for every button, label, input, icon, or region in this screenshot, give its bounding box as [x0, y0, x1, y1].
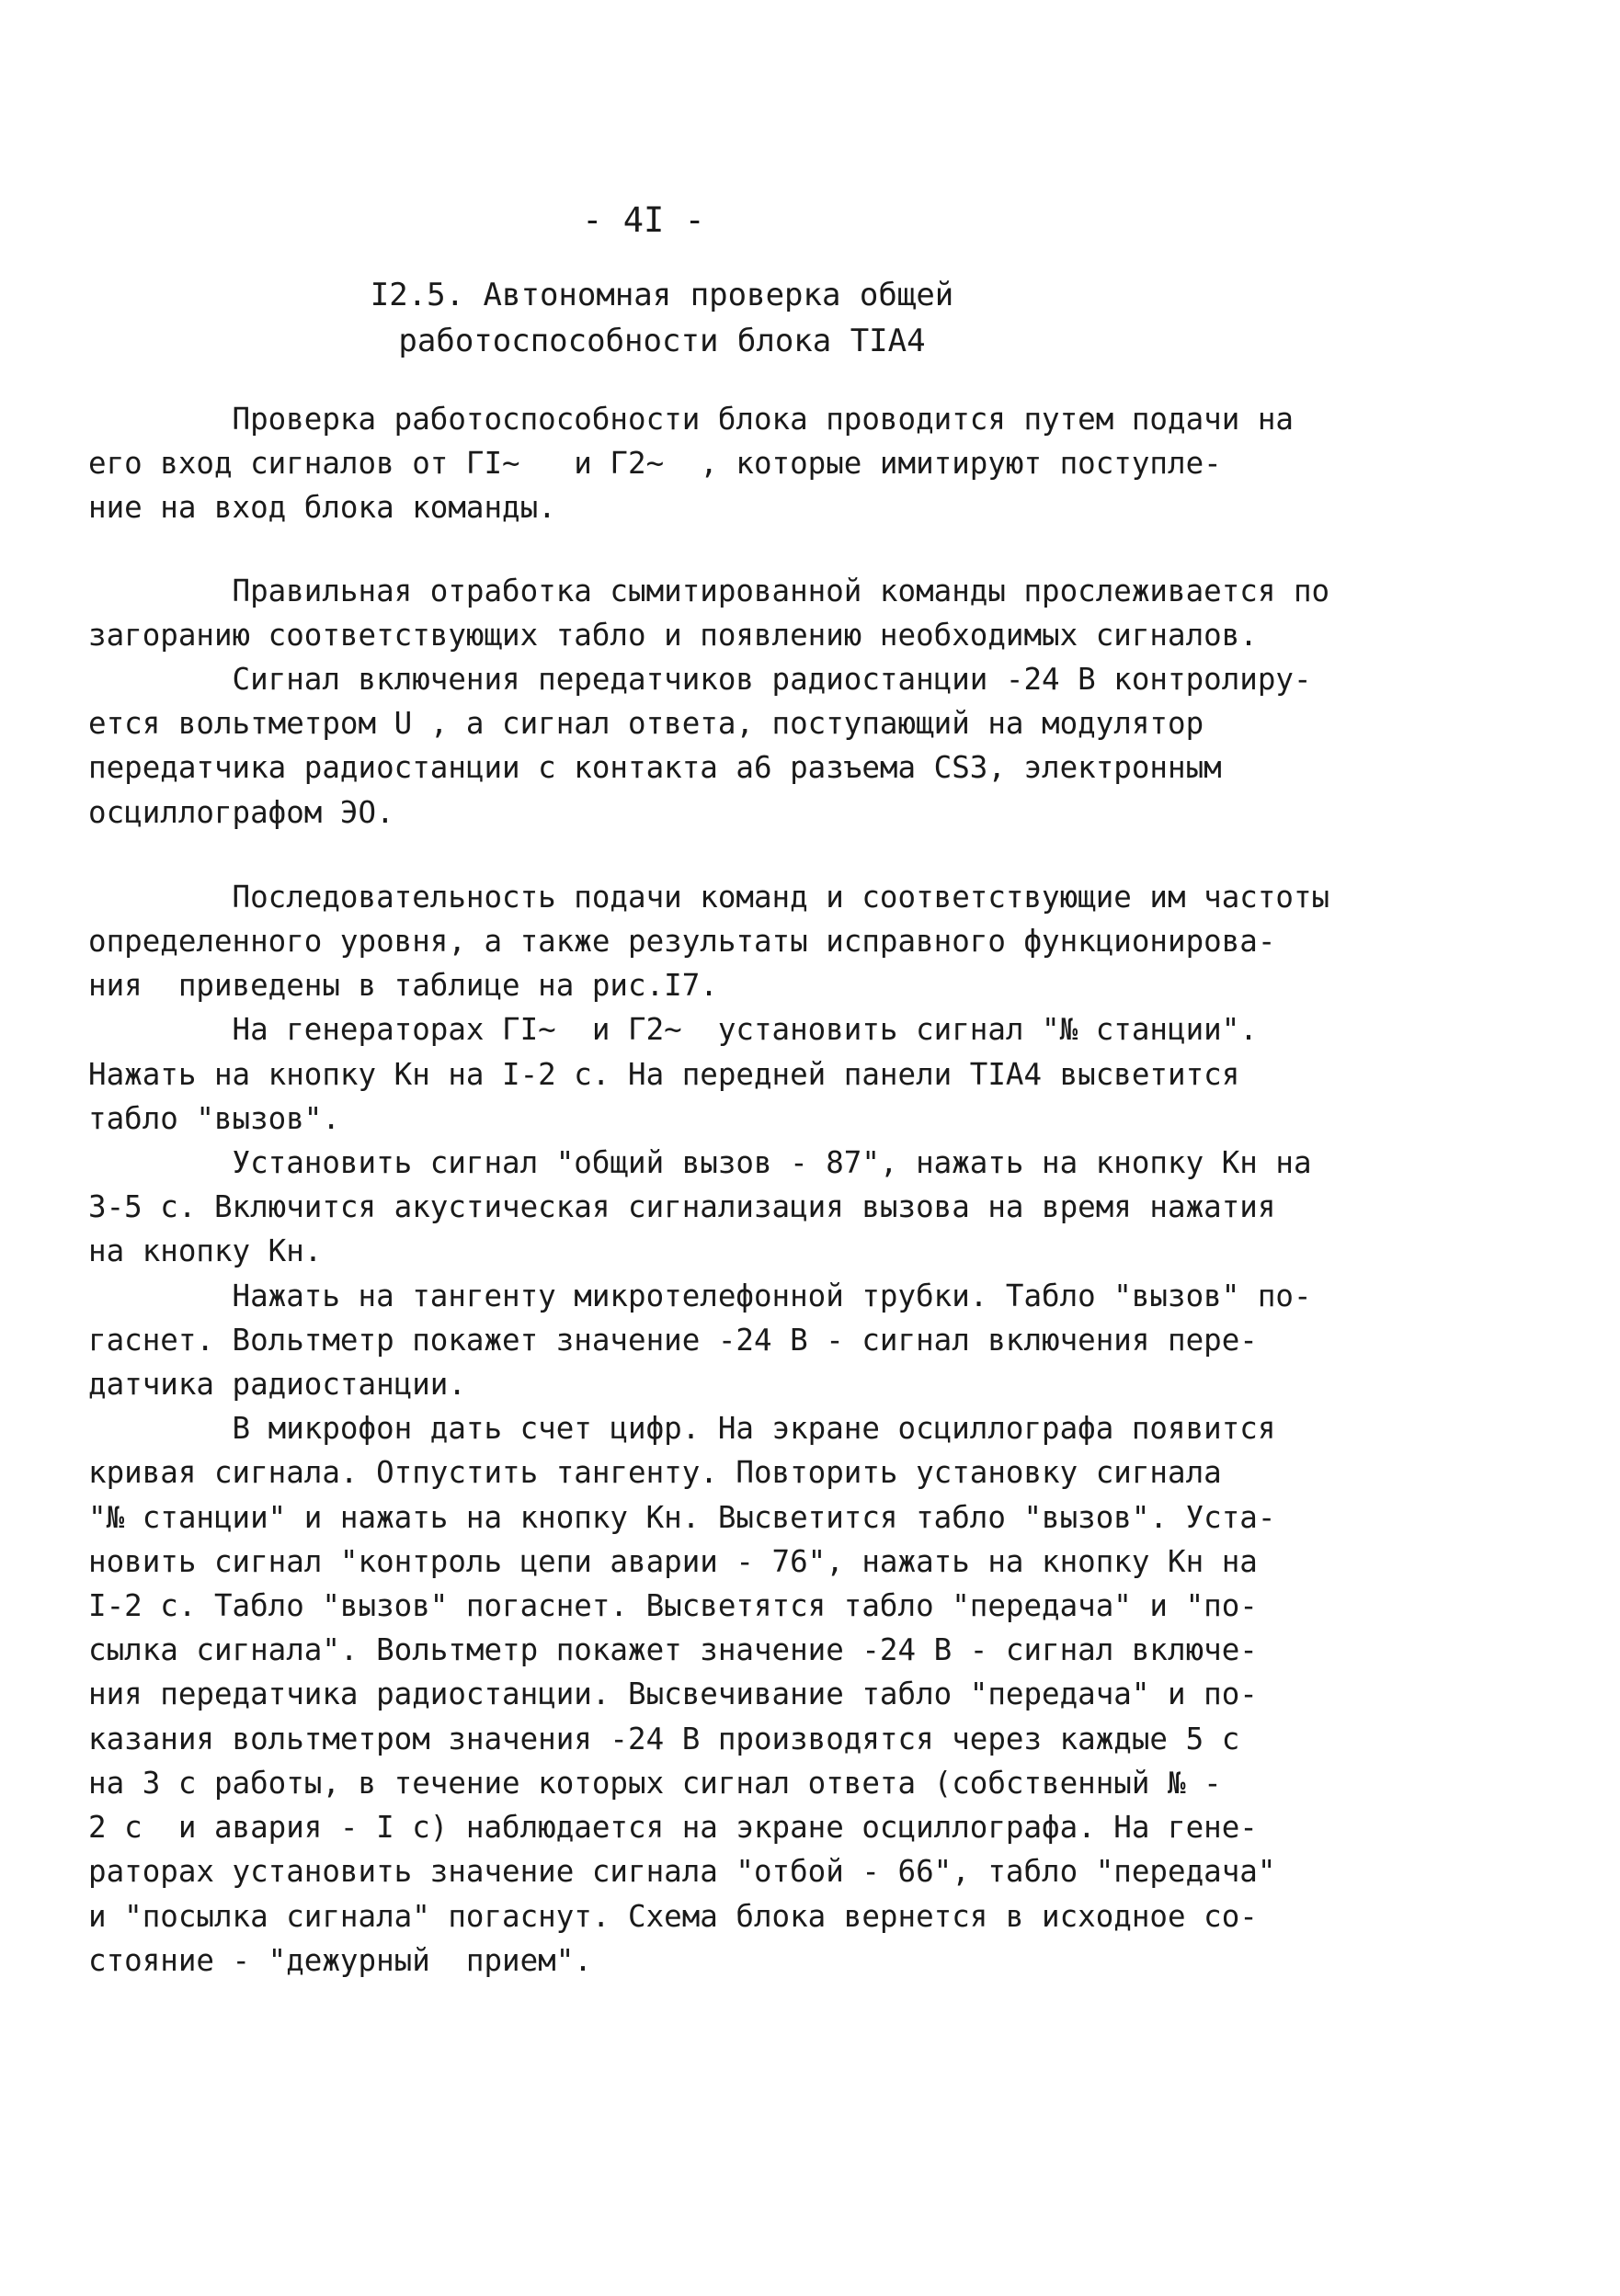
text-line: раторах установить значение сигнала "отбой - 66", табло "передача"	[88, 1854, 1276, 1890]
text-line: Правильная отработка сымитированной команды прослеживается по	[88, 573, 1330, 608]
text-line: ния передатчика радиостанции. Высвечивание табло "передача" и по-	[88, 1677, 1258, 1712]
text-line: ние на вход блока команды.	[88, 490, 556, 526]
text-line: на кнопку Кн.	[88, 1233, 323, 1269]
text-line: его вход сигналов от ГI~ и Г2~ , которые имитируют поступле-	[88, 446, 1222, 482]
text-line: стояние - "дежурный прием".	[88, 1942, 592, 1978]
text-line: В микрофон дать счет цифр. На экране осциллографа появится	[88, 1411, 1276, 1447]
text-line: Сигнал включения передатчиков радиостанции -24 В контролиру-	[88, 662, 1312, 698]
text-line: I-2 с. Табло "вызов" погаснет. Высветятся табло "передача" и "по-	[88, 1588, 1258, 1624]
text-line: казания вольтметром значения -24 В производятся через каждые 5 с	[88, 1721, 1240, 1756]
text-line: на 3 с работы, в течение которых сигнал ответа (собственный № -	[88, 1765, 1222, 1801]
paragraph	[88, 569, 1330, 657]
text-line: ния приведены в таблице на рис.I7.	[88, 968, 718, 1004]
text-line: Нажать на тангенту микротелефонной трубки. Табло "вызов" по-	[88, 1278, 1312, 1313]
text-line: На генераторах ГI~ и Г2~ установить сигнал "№ станции".	[88, 1012, 1258, 1048]
text-line: определенного уровня, а также результаты исправного функционирова-	[88, 924, 1276, 960]
text-line: передатчика радиостанции с контакта а6 разъема СS3, электронным	[88, 750, 1222, 786]
text-line: ется вольтметром U , а сигнал ответа, поступающий на модулятор	[88, 706, 1204, 742]
text-line: загоранию соответствующих табло и появлению необходимых сигналов.	[88, 617, 1258, 653]
heading-line: работоспособности блока TIA4	[398, 323, 926, 359]
text-line: осциллографом ЭО.	[88, 794, 394, 830]
section-heading	[349, 272, 975, 364]
paragraph	[88, 1274, 1312, 1407]
heading-line: I2.5. Автономная проверка общей	[370, 277, 954, 313]
paragraph	[88, 397, 1294, 530]
text-line: Последовательность подачи команд и соответствующие им частоты	[88, 879, 1330, 915]
text-line: 3-5 с. Включится акустическая сигнализация вызова на время нажатия	[88, 1189, 1276, 1225]
paragraph	[88, 657, 1312, 835]
text-line: сылка сигнала". Вольтметр покажет значение -24 В - сигнал включе-	[88, 1632, 1258, 1668]
text-line: Нажать на кнопку Кн на I-2 с. На передней панели TIA4 высветится	[88, 1056, 1240, 1092]
text-line: кривая сигнала. Отпустить тангенту. Повторить установку сигнала	[88, 1455, 1222, 1491]
text-line: 2 с и авария - I с) наблюдается на экране осциллографа. На гене-	[88, 1810, 1258, 1846]
paragraph	[88, 1141, 1312, 1274]
text-line: табло "вызов".	[88, 1100, 340, 1136]
text-line: и "посылка сигнала" погаснут. Схема блока вернется в исходное со-	[88, 1898, 1258, 1934]
text-line: Установить сигнал "общий вызов - 87", нажать на кнопку Кн на	[88, 1145, 1312, 1181]
body-text	[88, 397, 1330, 1983]
text-line: датчика радиостанции.	[88, 1367, 466, 1403]
text-line: Проверка работоспособности блока проводится путем подачи на	[88, 402, 1294, 437]
paragraph	[88, 875, 1330, 1008]
text-line: "№ станции" и нажать на кнопку Кн. Высветится табло "вызов". Уста-	[88, 1499, 1276, 1535]
paragraph	[88, 1007, 1283, 1141]
text-line: гаснет. Вольтметр покажет значение -24 В - сигнал включения пере-	[88, 1322, 1258, 1358]
paragraph	[88, 1406, 1283, 1983]
page-number: - 4I -	[582, 200, 705, 240]
text-line: новить сигнал "контроль цепи аварии - 76", нажать на кнопку Кн на	[88, 1543, 1258, 1579]
